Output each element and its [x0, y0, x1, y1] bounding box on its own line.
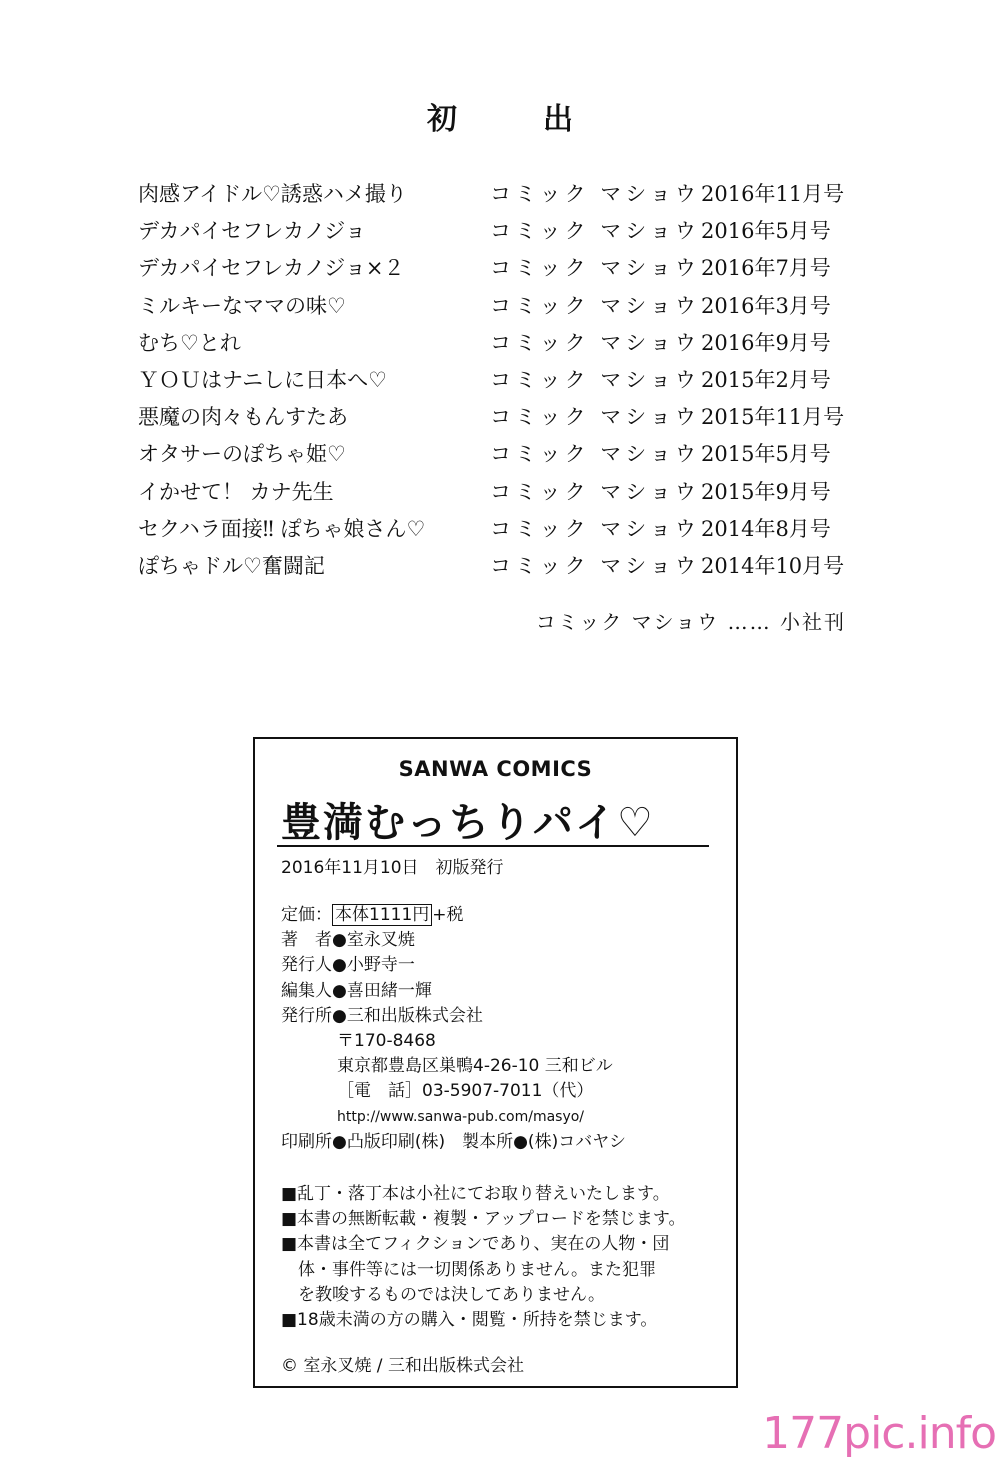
- publication-row: [138, 362, 858, 399]
- phone-number: ［電 話］03-5907-7011（代）: [337, 1081, 594, 1102]
- book-title: 豊満むっちりパイ♡: [281, 799, 655, 846]
- publication-date: 2016年11月号: [701, 182, 845, 206]
- publication-row: [138, 511, 858, 548]
- publisher-url[interactable]: http://www.sanwa-pub.com/masyo/: [337, 1108, 585, 1125]
- note-line: ■本書の無断転載・複製・アップロードを禁じます。: [281, 1209, 686, 1230]
- publication-title: むち♡とれ: [138, 330, 241, 355]
- note-line: ■18歳未満の方の購入・閲覧・所持を禁じます。: [281, 1309, 658, 1330]
- publication-magazine: コミック マショウ: [490, 367, 700, 392]
- publication-row: [138, 250, 858, 287]
- issuer-line: 発行人●小野寺一: [281, 955, 415, 976]
- series-name: SANWA COMICS: [398, 757, 593, 781]
- publication-magazine: コミック マショウ: [490, 479, 700, 504]
- legal-notes: [281, 1182, 726, 1333]
- publication-date: 2015年11月号: [701, 405, 845, 430]
- postal-code: 〒170-8468: [337, 1030, 436, 1051]
- printer-line: 印刷所●凸版印刷(株) 製本所●(株)コバヤシ: [281, 1131, 627, 1152]
- publication-title: セクハラ面接‼ ぽちゃ娘さん♡: [138, 516, 426, 541]
- publication-row: [138, 548, 858, 585]
- publication-row: [138, 399, 858, 436]
- publication-date: 2014年8月号: [701, 516, 831, 541]
- note-line: 体・事件等には一切関係ありません。また犯罪: [298, 1259, 657, 1280]
- publication-row: [138, 474, 858, 511]
- publication-date: 2015年5月号: [701, 442, 831, 467]
- publication-date: 2014年10月号: [701, 553, 845, 578]
- publication-date: 2016年3月号: [701, 293, 831, 318]
- publication-row: [138, 436, 858, 473]
- note-line: ■本書は全てフィクションであり、実在の人物・団: [281, 1234, 670, 1255]
- publication-date: 2016年9月号: [701, 330, 831, 355]
- publication-title: ぽちゃドル♡奮闘記: [138, 553, 325, 578]
- publisher-note: コミック マショウ …… 小社刊: [535, 610, 846, 634]
- editor-line: 編集人●喜田緒一輝: [281, 980, 432, 1001]
- publication-magazine: コミック マショウ: [490, 182, 700, 206]
- publication-list: [138, 176, 858, 585]
- publication-title: デカパイセフレカノジョ×２: [138, 256, 405, 281]
- edition-date: 2016年11月10日 初版発行: [281, 858, 504, 878]
- publication-title: ＹＯＵはナニしに日本へ♡: [138, 367, 387, 392]
- title-divider: [277, 845, 709, 847]
- publication-title: オタサーのぽちゃ姫♡: [138, 442, 346, 467]
- publication-date: 2015年9月号: [701, 479, 831, 504]
- publication-title: 肉感アイドル♡誘惑ハメ撮り: [138, 182, 407, 206]
- publication-title: ミルキーなママの味♡: [138, 293, 346, 318]
- publication-magazine: コミック マショウ: [490, 293, 700, 318]
- publication-title: イかせて！ カナ先生: [138, 479, 334, 504]
- note-line: を教唆するものでは決してありません。: [298, 1284, 606, 1305]
- publication-magazine: コミック マショウ: [490, 442, 700, 467]
- publisher-line: 発行所●三和出版株式会社: [281, 1005, 483, 1026]
- copyright-notice: © 室永叉焼 / 三和出版株式会社: [281, 1356, 524, 1376]
- publication-magazine: コミック マショウ: [490, 256, 700, 281]
- publication-title: デカパイセフレカノジョ: [138, 219, 366, 244]
- publication-magazine: コミック マショウ: [490, 330, 700, 355]
- note-line: ■乱丁・落丁本は小社にてお取り替えいたします。: [281, 1184, 670, 1204]
- price-value: 本体1111円: [332, 904, 432, 926]
- author-line: 著 者●室永叉焼: [281, 930, 415, 951]
- price-label: 定価：: [281, 905, 332, 925]
- publication-row: [138, 288, 858, 325]
- publication-row: [138, 176, 858, 213]
- publication-date: 2015年2月号: [701, 367, 831, 392]
- publication-row: [138, 325, 858, 362]
- publication-date: 2016年5月号: [701, 219, 831, 244]
- publication-row: [138, 213, 858, 250]
- price-suffix: +税: [432, 905, 464, 925]
- publication-date: 2016年7月号: [701, 256, 831, 281]
- publication-magazine: コミック マショウ: [490, 405, 700, 430]
- price-line: [281, 903, 721, 928]
- publication-title: 悪魔の肉々もんすたあ: [138, 405, 348, 430]
- publication-magazine: コミック マショウ: [490, 553, 700, 578]
- publication-magazine: コミック マショウ: [490, 219, 700, 244]
- publication-magazine: コミック マショウ: [490, 516, 700, 541]
- watermark-text: 177pic.info: [762, 1408, 996, 1459]
- first-appearance-heading: 初 出: [427, 102, 601, 137]
- address: 東京都豊島区巣鴨4-26-10 三和ビル: [337, 1056, 613, 1077]
- publication-info: [281, 903, 721, 1155]
- colophon-box: [253, 737, 738, 1388]
